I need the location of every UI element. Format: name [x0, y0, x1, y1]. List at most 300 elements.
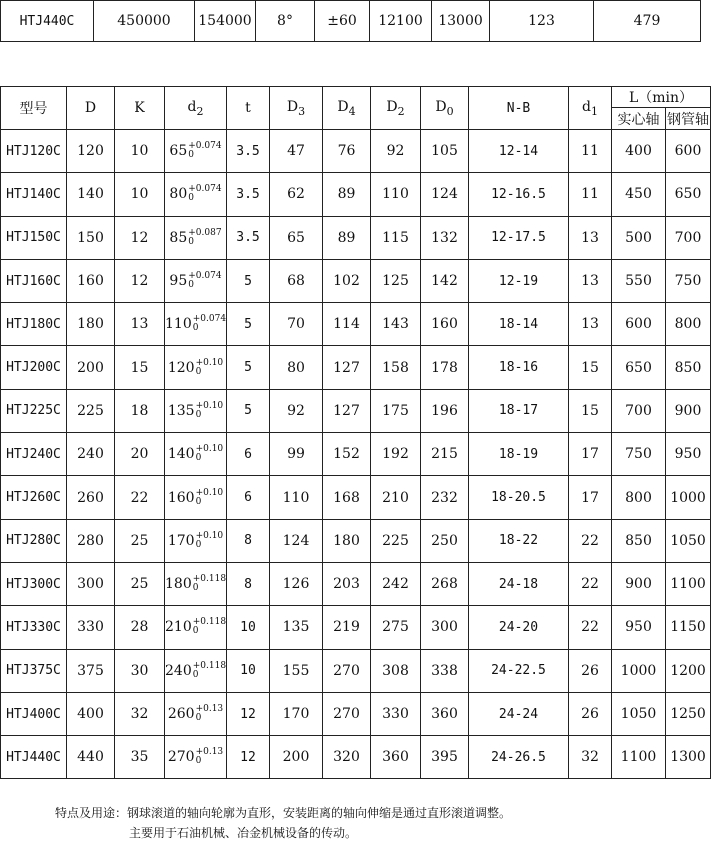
d2-value: 65	[169, 143, 188, 160]
top-cell-2: 154000	[195, 1, 256, 42]
d2-value: 240	[165, 662, 192, 679]
cell-K: 10	[115, 173, 165, 216]
cell-D2: 225	[371, 519, 421, 562]
cell-model: HTJ375C	[1, 649, 67, 692]
cell-D4: 168	[323, 476, 371, 519]
cell-model: HTJ240C	[1, 433, 67, 476]
notes-section	[55, 803, 695, 843]
cell-t: 3.5	[227, 130, 270, 173]
header-D0: $D_0$	[421, 87, 469, 130]
cell-D2: 125	[371, 259, 421, 302]
cell-D4: 102	[323, 259, 371, 302]
cell-K: 10	[115, 130, 165, 173]
cell-D4: 270	[323, 692, 371, 735]
cell-D3: 92	[270, 389, 323, 432]
cell-K: 28	[115, 606, 165, 649]
cell-L-solid: 1000	[612, 649, 666, 692]
cell-D2: 242	[371, 562, 421, 605]
cell-D: 160	[67, 259, 115, 302]
tolerance	[193, 662, 226, 680]
tolerance-lower: 0	[188, 280, 194, 291]
cell-K: 20	[115, 433, 165, 476]
cell-t: 5	[227, 303, 270, 346]
tolerance-lower: 0	[195, 713, 202, 723]
cell-D: 400	[67, 692, 115, 735]
cell-d1: 17	[569, 433, 612, 476]
cell-D: 225	[67, 389, 115, 432]
cell-D: 440	[67, 736, 115, 779]
tolerance-upper: +0.10	[195, 487, 224, 498]
cell-D3: 47	[270, 130, 323, 173]
dimensions-table	[0, 86, 711, 779]
top-cell-7: 123	[490, 1, 594, 42]
header-L: L（min）	[612, 87, 711, 108]
cell-L-tube: 600	[666, 130, 711, 173]
cell-D0: 300	[421, 606, 469, 649]
cell-model: HTJ120C	[1, 130, 67, 173]
tolerance-lower: 0	[195, 756, 202, 767]
cell-D: 260	[67, 476, 115, 519]
cell-D4: 89	[323, 173, 371, 216]
d2-value: 120	[167, 359, 195, 376]
cell-D: 150	[67, 216, 115, 259]
cell-L-tube: 700	[666, 216, 711, 259]
cell-D0: 132	[421, 216, 469, 259]
cell-D4: 127	[323, 346, 371, 389]
d2-value: 180	[165, 576, 192, 593]
cell-model: HTJ400C	[1, 692, 67, 735]
table-row	[1, 303, 711, 346]
cell-D0: 360	[421, 692, 469, 735]
d2-value: 135	[167, 402, 195, 419]
tolerance-upper: +0.118	[192, 574, 227, 585]
cell-K: 12	[115, 259, 165, 302]
cell-D3: 135	[270, 606, 323, 649]
cell-D3: 62	[270, 173, 323, 216]
cell-t: 6	[227, 476, 270, 519]
tolerance-upper: +0.087	[188, 227, 222, 238]
cell-K: 12	[115, 216, 165, 259]
cell-D4: 76	[323, 130, 371, 173]
table-row	[1, 649, 711, 692]
cell-D3: 80	[270, 346, 323, 389]
cell-d2	[165, 476, 227, 519]
tolerance-upper: +0.13	[195, 704, 224, 714]
cell-d1: 13	[569, 303, 612, 346]
tolerance	[196, 748, 224, 766]
table-row	[1, 736, 711, 779]
cell-L-solid: 550	[612, 259, 666, 302]
d2-value: 110	[165, 316, 192, 333]
cell-NB: 12-16.5	[469, 173, 569, 216]
cell-D4: 203	[323, 562, 371, 605]
tolerance-upper: +0.13	[195, 747, 224, 758]
cell-L-solid: 950	[612, 606, 666, 649]
table-row	[1, 562, 711, 605]
cell-d1: 11	[569, 130, 612, 173]
header-D2: $D_2$	[371, 87, 421, 130]
cell-D: 375	[67, 649, 115, 692]
header-row	[1, 87, 711, 108]
cell-D: 200	[67, 346, 115, 389]
d2-value: 210	[165, 619, 192, 636]
tolerance	[193, 575, 226, 593]
cell-L-solid: 500	[612, 216, 666, 259]
cell-D2: 275	[371, 606, 421, 649]
tolerance	[196, 705, 224, 723]
cell-NB: 12-17.5	[469, 216, 569, 259]
tolerance	[196, 402, 224, 420]
cell-D2: 308	[371, 649, 421, 692]
cell-L-solid: 600	[612, 303, 666, 346]
cell-L-tube: 1200	[666, 649, 711, 692]
cell-L-tube: 1150	[666, 606, 711, 649]
cell-K: 30	[115, 649, 165, 692]
cell-D2: 330	[371, 692, 421, 735]
d2-value: 95	[169, 273, 188, 290]
table-body	[1, 130, 711, 779]
header-K: K	[115, 87, 165, 130]
cell-t: 8	[227, 519, 270, 562]
cell-d2	[165, 346, 227, 389]
cell-D: 120	[67, 130, 115, 173]
tolerance	[188, 185, 221, 203]
cell-d2	[165, 173, 227, 216]
cell-D2: 158	[371, 346, 421, 389]
top-spec-table	[0, 0, 701, 42]
top-cell-5: 12100	[370, 1, 432, 42]
cell-D4: 320	[323, 736, 371, 779]
tolerance-lower: 0	[195, 453, 202, 464]
cell-t: 3.5	[227, 216, 270, 259]
cell-d1: 22	[569, 606, 612, 649]
cell-d2	[165, 692, 227, 735]
tolerance-lower: 0	[192, 626, 199, 637]
cell-NB: 18-22	[469, 519, 569, 562]
cell-t: 6	[227, 433, 270, 476]
cell-model: HTJ330C	[1, 606, 67, 649]
header-D4: $D_4$	[323, 87, 371, 130]
d2-value: 85	[169, 229, 188, 246]
cell-NB: 24-26.5	[469, 736, 569, 779]
top-spec-row	[1, 1, 701, 42]
cell-d1: 17	[569, 476, 612, 519]
note-line-2: 主要用于石油机械、冶金机械设备的传动。	[129, 826, 358, 840]
cell-D4: 219	[323, 606, 371, 649]
cell-NB: 24-24	[469, 692, 569, 735]
d2-value: 270	[167, 749, 195, 766]
cell-model: HTJ300C	[1, 562, 67, 605]
cell-D: 140	[67, 173, 115, 216]
cell-d1: 11	[569, 173, 612, 216]
d2-value: 260	[167, 706, 195, 722]
cell-model: HTJ225C	[1, 389, 67, 432]
d2-value: 160	[167, 489, 195, 506]
cell-NB: 12-14	[469, 130, 569, 173]
cell-D4: 114	[323, 303, 371, 346]
tolerance-upper: +0.10	[195, 530, 224, 541]
cell-model: HTJ180C	[1, 303, 67, 346]
cell-d1: 15	[569, 346, 612, 389]
cell-D4: 152	[323, 433, 371, 476]
cell-D0: 215	[421, 433, 469, 476]
cell-D3: 68	[270, 259, 323, 302]
header-L-solid: 实心轴	[612, 108, 666, 130]
cell-L-tube: 1000	[666, 476, 711, 519]
cell-D0: 232	[421, 476, 469, 519]
cell-L-tube: 800	[666, 303, 711, 346]
table-row	[1, 389, 711, 432]
cell-d2	[165, 562, 227, 605]
cell-NB: 12-19	[469, 259, 569, 302]
cell-L-solid: 450	[612, 173, 666, 216]
cell-K: 22	[115, 476, 165, 519]
cell-K: 25	[115, 519, 165, 562]
cell-L-solid: 750	[612, 433, 666, 476]
cell-L-tube: 1100	[666, 562, 711, 605]
cell-t: 12	[227, 692, 270, 735]
cell-K: 35	[115, 736, 165, 779]
tolerance-upper: +0.10	[195, 400, 224, 411]
top-cell-6: 13000	[432, 1, 490, 42]
cell-D2: 115	[371, 216, 421, 259]
cell-NB: 24-18	[469, 562, 569, 605]
cell-model: HTJ280C	[1, 519, 67, 562]
cell-model: HTJ440C	[1, 736, 67, 779]
table-row	[1, 476, 711, 519]
cell-D0: 395	[421, 736, 469, 779]
header-d1: $d_1$	[569, 87, 612, 130]
header-t: t	[227, 87, 270, 130]
cell-d1: 15	[569, 389, 612, 432]
top-cell-4: ±60	[315, 1, 370, 42]
cell-D0: 178	[421, 346, 469, 389]
header-D3: $D_3$	[270, 87, 323, 130]
cell-d1: 22	[569, 562, 612, 605]
tolerance	[193, 618, 226, 636]
cell-L-solid: 1050	[612, 692, 666, 735]
cell-d2	[165, 303, 227, 346]
tolerance-lower: 0	[195, 539, 202, 550]
cell-L-tube: 1250	[666, 692, 711, 735]
cell-d2	[165, 433, 227, 476]
header-L-tube: 钢管轴	[666, 108, 711, 130]
cell-D3: 65	[270, 216, 323, 259]
tolerance-lower: 0	[195, 366, 202, 377]
tolerance-upper: +0.074	[188, 271, 222, 282]
tolerance	[188, 229, 221, 247]
cell-D: 280	[67, 519, 115, 562]
cell-t: 8	[227, 562, 270, 605]
cell-NB: 18-19	[469, 433, 569, 476]
tolerance-lower: 0	[188, 236, 194, 247]
cell-model: HTJ160C	[1, 259, 67, 302]
cell-D4: 270	[323, 649, 371, 692]
cell-L-solid: 800	[612, 476, 666, 519]
cell-d2	[165, 216, 227, 259]
cell-D2: 110	[371, 173, 421, 216]
cell-model: HTJ140C	[1, 173, 67, 216]
header-d2: $d_2$	[165, 87, 227, 130]
cell-K: 25	[115, 562, 165, 605]
cell-L-tube: 750	[666, 259, 711, 302]
table-row	[1, 433, 711, 476]
cell-d2	[165, 649, 227, 692]
tolerance-upper: +0.10	[195, 444, 224, 455]
cell-d1: 32	[569, 736, 612, 779]
cell-K: 32	[115, 692, 165, 735]
cell-D3: 200	[270, 736, 323, 779]
cell-D0: 250	[421, 519, 469, 562]
top-cell-model: HTJ440C	[1, 1, 94, 42]
d2-value: 170	[167, 532, 195, 549]
cell-d1: 26	[569, 649, 612, 692]
cell-D0: 142	[421, 259, 469, 302]
tolerance-lower: 0	[188, 193, 194, 204]
cell-t: 3.5	[227, 173, 270, 216]
cell-D4: 89	[323, 216, 371, 259]
tolerance-lower: 0	[192, 323, 199, 334]
cell-t: 5	[227, 259, 270, 302]
tolerance-upper: +0.074	[192, 314, 227, 325]
table-row	[1, 519, 711, 562]
tolerance	[188, 142, 221, 160]
cell-L-tube: 1300	[666, 736, 711, 779]
cell-D4: 180	[323, 519, 371, 562]
cell-D4: 127	[323, 389, 371, 432]
header-NB: N-B	[469, 87, 569, 130]
tolerance-lower: 0	[195, 496, 202, 507]
cell-K: 15	[115, 346, 165, 389]
cell-d1: 22	[569, 519, 612, 562]
cell-d2	[165, 389, 227, 432]
table-row	[1, 692, 711, 735]
tolerance-lower: 0	[188, 150, 194, 161]
cell-D0: 124	[421, 173, 469, 216]
cell-L-tube: 900	[666, 389, 711, 432]
cell-t: 10	[227, 606, 270, 649]
tolerance	[196, 532, 224, 550]
cell-D: 330	[67, 606, 115, 649]
tolerance-lower: 0	[195, 409, 202, 420]
cell-D2: 210	[371, 476, 421, 519]
cell-L-solid: 1100	[612, 736, 666, 779]
table-row	[1, 606, 711, 649]
cell-model: HTJ150C	[1, 216, 67, 259]
cell-L-tube: 1050	[666, 519, 711, 562]
tolerance-upper: +0.10	[195, 357, 224, 368]
tolerance	[188, 272, 221, 290]
cell-D2: 192	[371, 433, 421, 476]
tolerance-upper: +0.118	[192, 617, 227, 628]
cell-D3: 99	[270, 433, 323, 476]
cell-L-solid: 400	[612, 130, 666, 173]
cell-d2	[165, 259, 227, 302]
cell-NB: 24-20	[469, 606, 569, 649]
cell-L-tube: 850	[666, 346, 711, 389]
cell-D2: 92	[371, 130, 421, 173]
cell-D: 300	[67, 562, 115, 605]
cell-D3: 155	[270, 649, 323, 692]
tolerance-upper: +0.118	[192, 660, 227, 671]
cell-d2	[165, 736, 227, 779]
cell-D3: 70	[270, 303, 323, 346]
cell-D3: 126	[270, 562, 323, 605]
cell-L-tube: 650	[666, 173, 711, 216]
cell-D: 240	[67, 433, 115, 476]
cell-d2	[165, 519, 227, 562]
cell-L-solid: 650	[612, 346, 666, 389]
top-cell-1: 450000	[94, 1, 195, 42]
cell-model: HTJ200C	[1, 346, 67, 389]
d2-value: 80	[169, 186, 188, 203]
d2-value: 140	[167, 446, 195, 463]
cell-t: 5	[227, 389, 270, 432]
cell-D3: 110	[270, 476, 323, 519]
note-line-1: 特点及用途：钢球滚道的轴向轮廓为直形，安装距离的轴向伸缩是通过直形滚道调整。	[55, 806, 512, 820]
cell-d2	[165, 130, 227, 173]
cell-NB: 18-17	[469, 389, 569, 432]
cell-K: 18	[115, 389, 165, 432]
tolerance-upper: +0.074	[188, 184, 222, 195]
cell-D2: 143	[371, 303, 421, 346]
cell-K: 13	[115, 303, 165, 346]
cell-NB: 18-20.5	[469, 476, 569, 519]
cell-D3: 170	[270, 692, 323, 735]
cell-NB: 18-16	[469, 346, 569, 389]
cell-L-solid: 700	[612, 389, 666, 432]
table-row	[1, 173, 711, 216]
cell-D0: 160	[421, 303, 469, 346]
table-row	[1, 216, 711, 259]
cell-d1: 13	[569, 216, 612, 259]
cell-t: 12	[227, 736, 270, 779]
cell-D2: 360	[371, 736, 421, 779]
cell-D2: 175	[371, 389, 421, 432]
tolerance	[196, 445, 224, 463]
tolerance-upper: +0.074	[188, 141, 222, 152]
cell-NB: 18-14	[469, 303, 569, 346]
cell-t: 5	[227, 346, 270, 389]
cell-L-tube: 950	[666, 433, 711, 476]
cell-d1: 13	[569, 259, 612, 302]
tolerance-lower: 0	[192, 669, 199, 680]
cell-L-solid: 900	[612, 562, 666, 605]
cell-D3: 124	[270, 519, 323, 562]
cell-L-solid: 850	[612, 519, 666, 562]
cell-D: 180	[67, 303, 115, 346]
tolerance	[196, 359, 224, 377]
table-row	[1, 130, 711, 173]
table-row	[1, 259, 711, 302]
cell-NB: 24-22.5	[469, 649, 569, 692]
cell-D0: 268	[421, 562, 469, 605]
header-model: 型号	[1, 87, 67, 130]
cell-t: 10	[227, 649, 270, 692]
cell-d1: 26	[569, 692, 612, 735]
table-row	[1, 346, 711, 389]
tolerance	[196, 489, 224, 507]
top-cell-3: 8°	[256, 1, 315, 42]
cell-model: HTJ260C	[1, 476, 67, 519]
tolerance-lower: 0	[192, 583, 199, 594]
cell-D0: 196	[421, 389, 469, 432]
cell-d2	[165, 606, 227, 649]
cell-D0: 105	[421, 130, 469, 173]
tolerance	[193, 315, 226, 333]
cell-D0: 338	[421, 649, 469, 692]
header-D: D	[67, 87, 115, 130]
